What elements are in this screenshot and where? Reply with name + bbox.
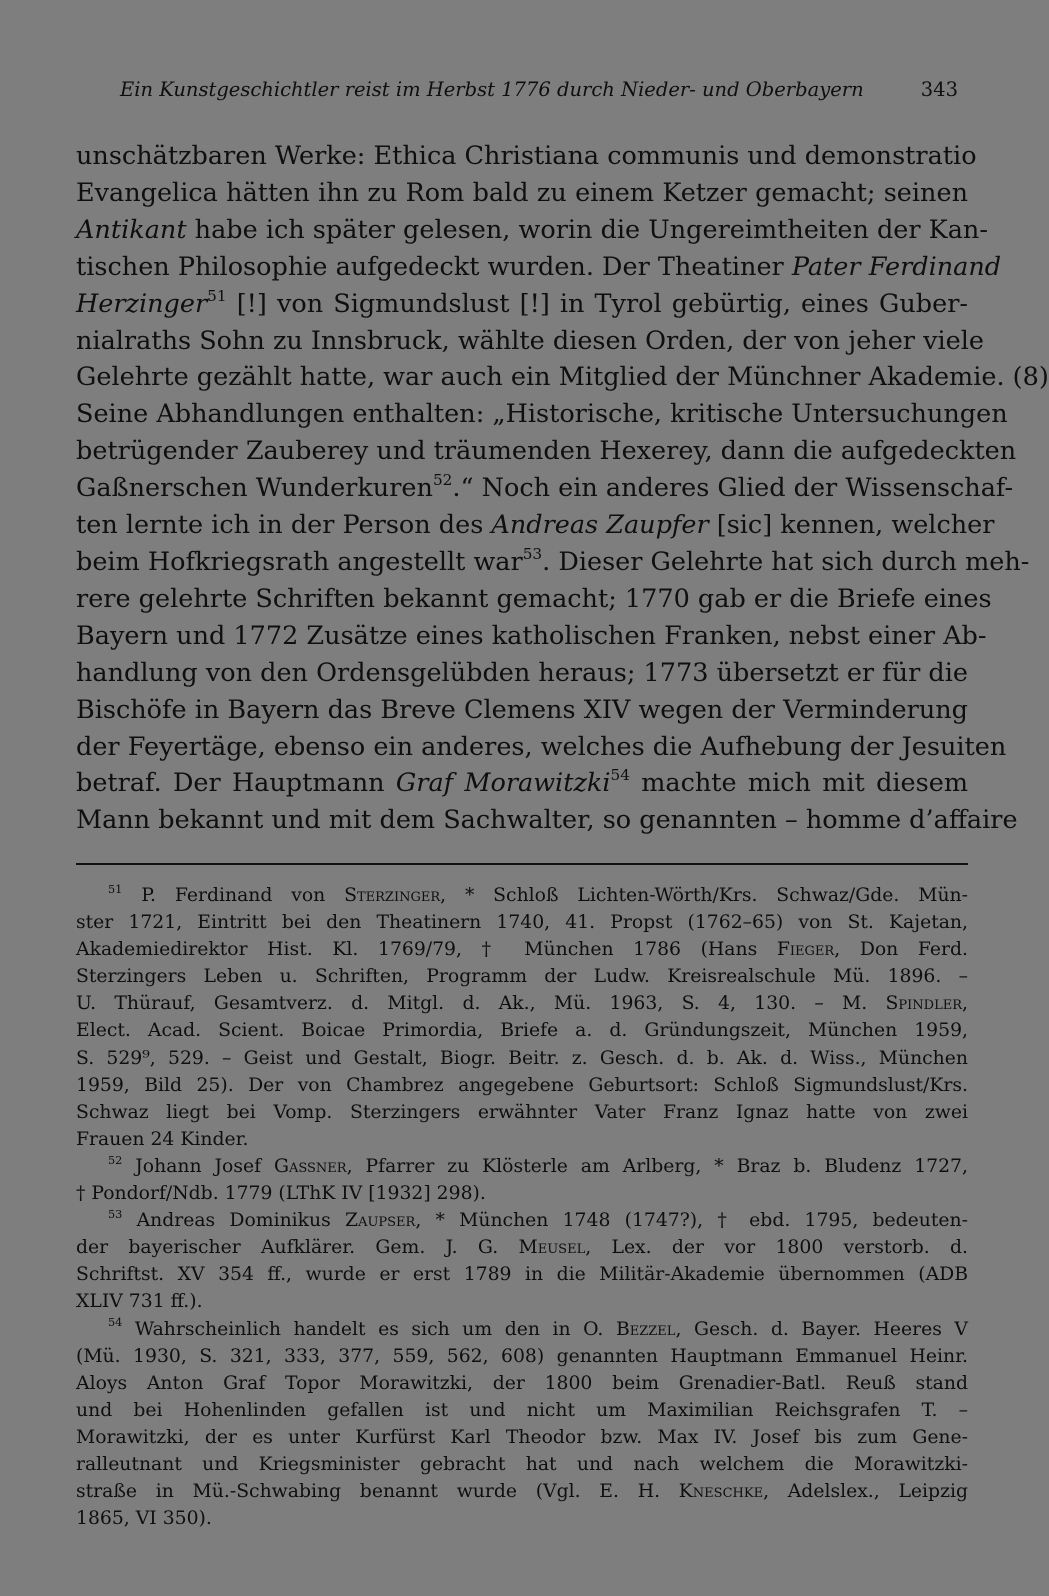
- text-fragment: [!] von Sigmundslust [!] in Tyrol gebürtig, eines Guber-: [226, 288, 968, 319]
- text-fragment: P. Ferdinand von: [141, 885, 345, 906]
- footnote-line: Frauen 24 Kinder.: [76, 1128, 249, 1150]
- person-name: Graf Morawitzki: [395, 768, 611, 799]
- text-line: [76, 507, 995, 544]
- footnote-line: [76, 936, 968, 963]
- footnote-line: [76, 1234, 968, 1261]
- text-line: Seine Abhandlungen enthalten: „Historische, kritische Untersuchungen: [76, 399, 1008, 430]
- footnote-line: S. 529⁹, 529. – Geist und Gestalt, Biogr. Beitr. z. Gesch. d. b. Ak. d. Wiss., München: [76, 1047, 968, 1069]
- running-head: [76, 78, 958, 101]
- text-fragment: , * Schloß Lichten-Wörth/Krs. Schwaz/Gde. Mün-: [440, 885, 968, 906]
- author-name: Bezzel: [615, 1318, 676, 1340]
- text-fragment: beim Hofkriegsrath angestellt war: [76, 546, 523, 577]
- text-fragment: habe ich später gelesen, worin die Ungereimtheiten der Kan-: [186, 214, 988, 245]
- footnote-ref: 51: [207, 286, 227, 305]
- text-line: [76, 544, 1030, 581]
- footnote-number: 51: [108, 882, 123, 896]
- text-fragment: ,: [962, 993, 968, 1015]
- text-fragment: , Adelslex., Leipzig: [763, 1481, 968, 1503]
- text-line: unschätzbaren Werke: Ethica Christiana communis und demonstratio: [76, 141, 977, 171]
- author-name: Fieger: [776, 939, 835, 961]
- text-fragment: , Don Ferd.: [834, 939, 969, 961]
- text-fragment: tischen Philosophie aufgedeckt wurden. Der Theatiner: [76, 251, 792, 282]
- text-fragment: der bayerischer Aufklärer. Gem. J. G.: [76, 1237, 519, 1259]
- text-fragment: machte mich mit diesem: [629, 768, 968, 799]
- person-name: Andreas Zaupfer: [491, 510, 709, 541]
- text-line: Bischöfe in Bayern das Breve Clemens XIV wegen der Verminderung: [76, 694, 968, 725]
- footnote-line: Sterzingers Leben u. Schriften, Programm der Ludw. Kreisrealschule Mü. 1896. –: [76, 966, 968, 988]
- text-line: Bayern und 1772 Zusätze eines katholischen Franken, nebst einer Ab-: [76, 620, 987, 651]
- text-line: [76, 212, 988, 249]
- person-name: Pater Ferdinand: [791, 251, 1002, 282]
- text-line: Evangelica hätten ihn zu Rom bald zu einem Ketzer gemacht; seinen: [76, 177, 968, 208]
- footnote-line: Morawitzki, der es unter Kurfürst Karl Theodor bzw. Max IV. Josef bis zum Gene-: [76, 1426, 968, 1448]
- text-fragment: Akademiedirektor Hist. Kl. 1769/79, † München 1786 (Hans: [76, 939, 777, 961]
- footnote-line: (Mü. 1930, S. 321, 333, 377, 559, 562, 608) genannten Hauptmann Emmanuel Heinr.: [76, 1345, 968, 1367]
- text-line: [76, 470, 1014, 507]
- author-name: Gassner: [273, 1155, 347, 1177]
- main-text: [76, 138, 1049, 839]
- footnote-51: [76, 882, 968, 909]
- text-line: rere gelehrte Schriften bekannt gemacht; 1770 gab er die Briefe eines: [76, 583, 992, 614]
- footnote-line: 1865, VI 350).: [76, 1508, 212, 1530]
- footnote-ref: 53: [522, 544, 543, 563]
- footnote-divider: [76, 863, 968, 865]
- text-fragment: Johann Josef: [135, 1155, 274, 1177]
- text-line: [76, 765, 968, 802]
- text-fragment: , Pfarrer zu Klösterle am Arlberg, * Braz b. Bludenz 1727,: [346, 1155, 968, 1177]
- text-fragment: , Lex. der vor 1800 verstorb. d.: [585, 1237, 968, 1259]
- footnote-number: 53: [108, 1207, 123, 1221]
- footnote-line: XLIV 731 ff.).: [76, 1291, 203, 1313]
- book-title: Antikant: [76, 214, 187, 245]
- text-fragment: , * München 1748 (1747?), † ebd. 1795, bedeuten-: [415, 1210, 968, 1232]
- text-line: Mann bekannt und mit dem Sachwalter, so genannten – homme d’affaire: [76, 805, 1018, 836]
- text-fragment: U. Thürauf, Gesamtverz. d. Mitgl. d. Ak., Mü. 1963, S. 4, 130. – M.: [76, 993, 886, 1015]
- footnote-line: [76, 1478, 968, 1505]
- text-fragment: Gaßnerschen Wunderkuren: [76, 473, 433, 504]
- running-title: Ein Kunstgeschichtler reist im Herbst 1776 durch Nieder- und Oberbayern: [120, 78, 864, 101]
- text-line: [76, 286, 968, 323]
- footnote-line: ster 1721, Eintritt bei den Theatinern 1740, 41. Propst (1762–65) von St. Kajetan,: [76, 912, 968, 934]
- text-fragment: , Gesch. d. Bayer. Heeres V: [675, 1318, 968, 1340]
- text-line: nialraths Sohn zu Innsbruck, wählte diesen Orden, der von jeher viele: [76, 325, 984, 356]
- footnote-line: [76, 990, 968, 1017]
- text-fragment: [sic] kennen, welcher: [708, 510, 995, 541]
- author-name: Spindler: [885, 993, 963, 1015]
- footnote-53: [76, 1207, 968, 1234]
- footnote-54: [76, 1316, 968, 1343]
- author-name: Sterzinger: [344, 885, 441, 906]
- text-line: Gelehrte gezählt hatte, war auch ein Mitglied der Münchner Akademie. (8): [76, 362, 1049, 393]
- footnotes: [76, 882, 968, 1532]
- page-number: 343: [920, 78, 958, 101]
- footnote-number: 52: [108, 1153, 123, 1167]
- footnote-number: 54: [108, 1316, 123, 1330]
- person-name: Herzinger: [76, 288, 208, 319]
- footnote-line: Schriftst. XV 354 ff., wurde er erst 1789 in die Militär-Akademie übernommen (ADB: [76, 1264, 968, 1286]
- footnote-line: Schwaz liegt bei Vomp. Sterzingers erwähnter Vater Franz Ignaz hatte von zwei: [76, 1101, 968, 1123]
- text-line: betrügender Zauberey und träumenden Hexerey, dann die aufgedeckten: [76, 436, 1017, 467]
- footnote-52: [76, 1153, 968, 1180]
- footnote-line: † Pondorf/Ndb. 1779 (LThK IV [1932] 298).: [76, 1183, 486, 1205]
- text-line: der Feyertäge, ebenso ein anderes, welches die Aufhebung der Jesuiten: [76, 731, 1007, 762]
- text-line: [76, 249, 1002, 286]
- footnote-line: Elect. Acad. Scient. Boicae Primordia, Briefe a. d. Gründungszeit, München 1959,: [76, 1020, 968, 1042]
- text-fragment: straße in Mü.-Schwabing benannt wurde (Vgl. E. H.: [76, 1481, 679, 1503]
- footnote-line: und bei Hohenlinden gefallen ist und nicht um Maximilian Reichsgrafen T. –: [76, 1399, 968, 1421]
- footnote-line: Aloys Anton Graf Topor Morawitzki, der 1800 beim Grenadier-Batl. Reuß stand: [76, 1372, 968, 1394]
- author-name: Zaupser: [345, 1210, 416, 1232]
- footnote-ref: 52: [432, 471, 453, 490]
- text-fragment: ten lernte ich in der Person des: [76, 510, 492, 541]
- text-fragment: Wahrscheinlich handelt es sich um den in O.: [134, 1318, 616, 1340]
- text-fragment: . Dieser Gelehrte hat sich durch meh-: [542, 546, 1030, 577]
- text-fragment: betraf. Der Hauptmann: [76, 768, 396, 799]
- footnote-line: 1959, Bild 25). Der von Chambrez angegebene Geburtsort: Schloß Sigmundslust/Krs.: [76, 1074, 968, 1096]
- footnote-ref: 54: [610, 766, 630, 785]
- text-fragment: Andreas Dominikus: [136, 1210, 346, 1232]
- author-name: Kneschke: [678, 1481, 764, 1503]
- text-fragment: .“ Noch ein anderes Glied der Wissenschaf-: [452, 473, 1014, 504]
- author-name: Meusel: [518, 1237, 586, 1259]
- text-line: handlung von den Ordensgelübden heraus; 1773 übersetzt er für die: [76, 657, 968, 688]
- footnote-line: ralleutnant und Kriegsminister gebracht hat und nach welchem die Morawitzki-: [76, 1453, 968, 1475]
